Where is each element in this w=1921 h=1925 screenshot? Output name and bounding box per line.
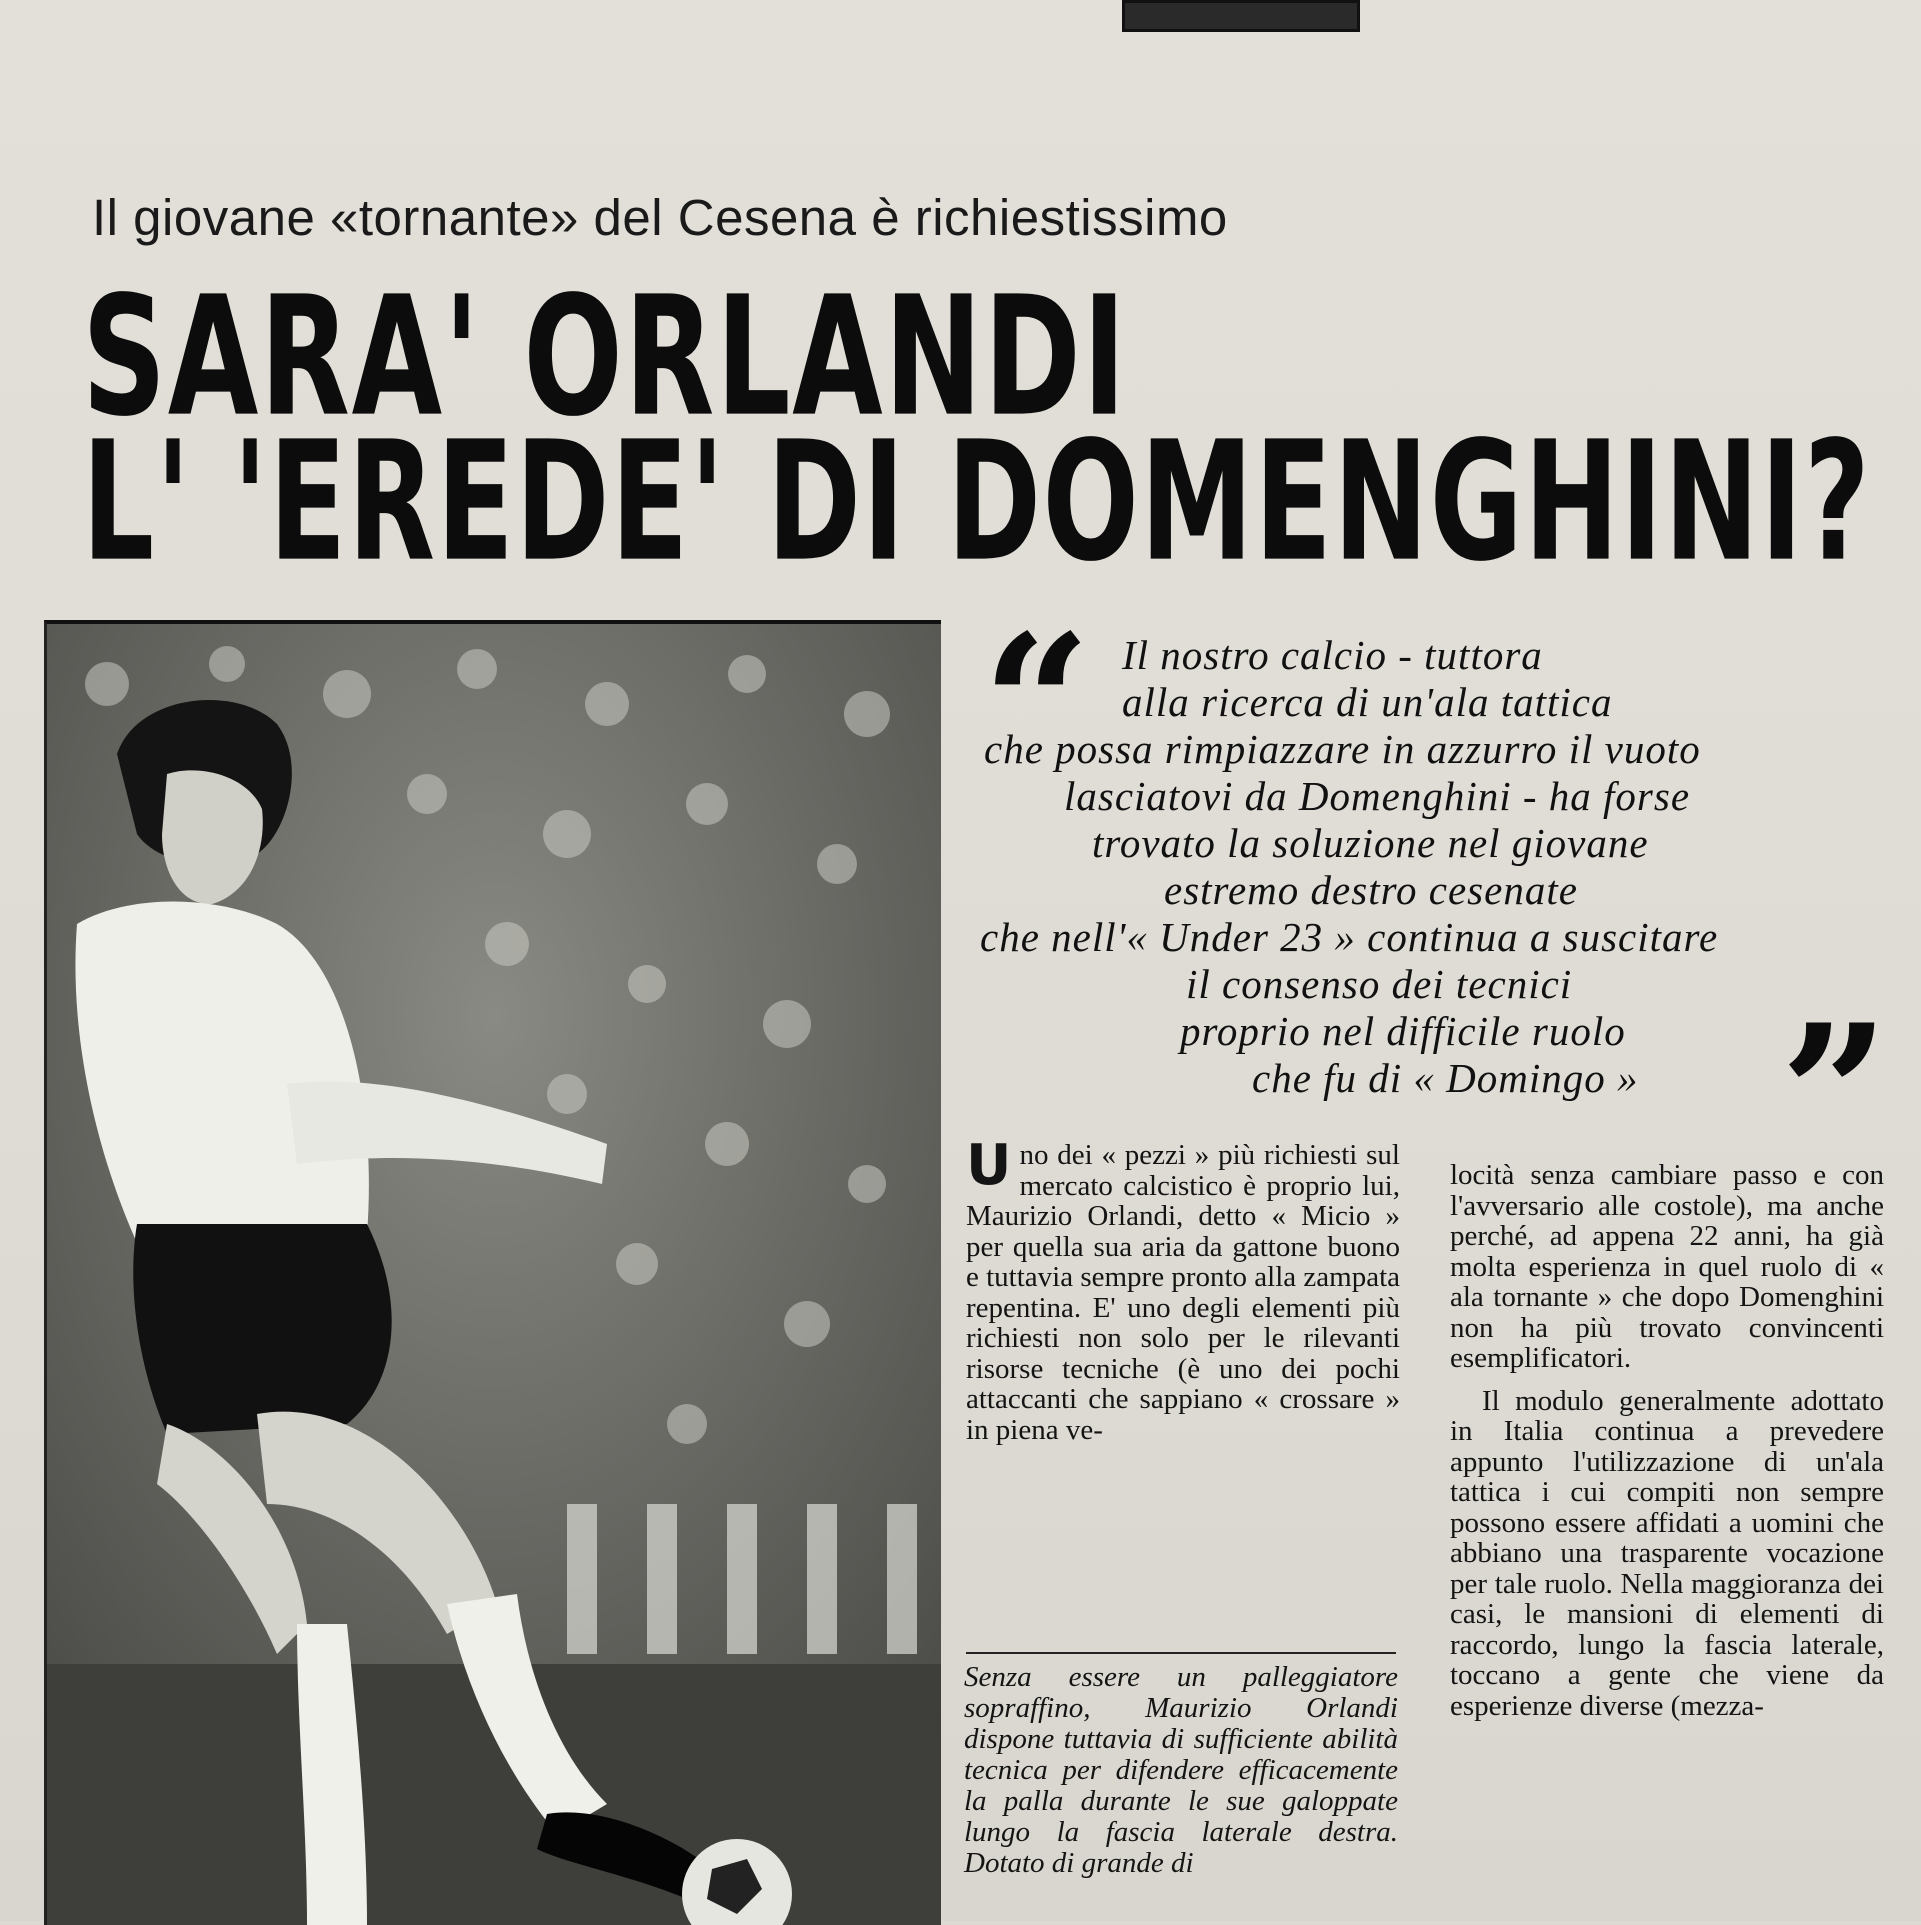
article-text: locità senza cambiare passo e con l'avversario alle costole), ma anche perché, ad appena 22 anni, ha già molta esperienza in quel ruolo di « ala tornante » che dopo Domenghini non ha più trovato convincenti esemplificatori. <box>1450 1159 1884 1374</box>
article-column-2 <box>1450 1160 1884 1721</box>
pull-quote-line: il consenso dei tecnici <box>1186 961 1573 1007</box>
pull-quote-line: alla ricerca di un'ala tattica <box>1122 679 1613 725</box>
pull-quote-line: che nell'« Under 23 » continua a suscitare <box>980 914 1719 960</box>
close-quote-mark: ” <box>1780 983 1890 1206</box>
headline-line-1: SARA' ORLANDI <box>82 261 1128 454</box>
article-text: Il modulo generalmente adottato in Italia continua a prevedere appunto l'utilizzazione di un'ala tattica i cui compiti non sempre possono essere affidati a uomini che abbiano una trasparente vocazione per tale ruolo. Nella maggioranza dei casi, le mansioni di elementi di raccordo, lungo la fascia laterale, toccano a gente che viene da esperienze diverse (mezza- <box>1450 1384 1884 1722</box>
article-column-1 <box>966 1133 1401 1446</box>
pull-quote-line: estremo destro cesenate <box>1164 867 1578 913</box>
pull-quote-line: proprio nel difficile ruolo <box>1180 1008 1626 1054</box>
drop-cap: U <box>966 1133 1012 1198</box>
pull-quote-line: trovato la soluzione nel giovane <box>1092 820 1649 866</box>
kicker: Il giovane «tornante» del Cesena è richiestissimo <box>92 189 1228 246</box>
player-photo <box>44 620 941 1925</box>
pull-quote-line: lasciatovi da Domenghini - ha forse <box>1064 773 1691 819</box>
headline-line-2: L' 'EREDE' DI DOMENGHINI? <box>82 406 1872 599</box>
photo-caption <box>964 1650 1398 1879</box>
caption-text: Senza essere un palleggiatore sopraffino, Maurizio Orlandi dispone tuttavia di sufficiente abilità tecnica per difendere efficacemente la palla durante le sue galoppate lungo la fascia laterale destra. Dotato di grande di <box>964 1661 1398 1879</box>
pull-quote-line: che possa rimpiazzare in azzurro il vuoto <box>984 726 1701 772</box>
open-quote-mark: “ <box>982 593 1092 816</box>
pull-quote-line: che fu di « Domingo » <box>1252 1055 1639 1101</box>
article-text: no dei « pezzi » più richiesti sul mercato calcistico è proprio lui, Maurizio Orlandi, detto « Micio » per quella sua aria da gattone buono e tuttavia sempre pronto alla zampata repentina. E' uno degli elementi più richiesti non solo per le rilevanti risorse tecniche (è uno dei pochi attaccanti che sappiano « crossare » in piena ve- <box>966 1139 1401 1446</box>
pull-quote-line: Il nostro calcio - tuttora <box>1122 632 1543 678</box>
top-photo-fragment <box>1122 0 1360 32</box>
